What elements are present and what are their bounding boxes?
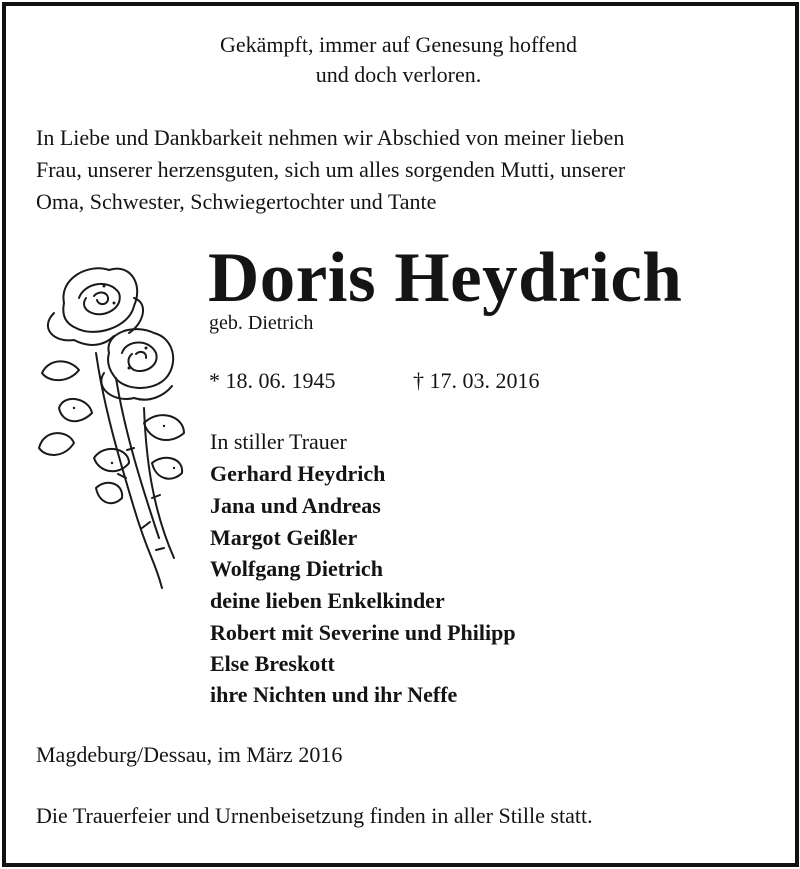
mourner-name: Margot Geißler <box>210 525 358 550</box>
deceased-name: Doris Heydrich <box>208 239 683 317</box>
mourner-name: Robert mit Severine und Philipp <box>210 620 516 645</box>
mourner-name: Jana und Andreas <box>210 493 381 518</box>
place-date: Magdeburg/Dessau, im März 2016 <box>36 742 343 767</box>
birth-date: * 18. 06. 1945 <box>209 368 336 393</box>
mourner-name: deine lieben Enkelkinder <box>210 588 445 613</box>
mourner-name: ihre Nichten und ihr Neffe <box>210 682 458 707</box>
roses-icon <box>34 258 194 598</box>
mourners-intro: In stiller Trauer <box>210 429 347 454</box>
intro-line-2: und doch verloren. <box>315 62 482 87</box>
funeral-note: Die Trauerfeier und Urnenbeisetzung finden in aller Stille statt. <box>36 803 593 828</box>
death-date: † 17. 03. 2016 <box>413 368 540 393</box>
birth-name: geb. Dietrich <box>209 312 314 334</box>
farewell-line-2: Frau, unserer herzensguten, sich um alles sorgenden Mutti, unserer <box>36 157 626 182</box>
mourner-name: Gerhard Heydrich <box>210 461 386 486</box>
mourner-name: Else Breskott <box>210 651 335 676</box>
intro-line-1: Gekämpft, immer auf Genesung hoffend <box>220 32 577 57</box>
farewell-line-3: Oma, Schwester, Schwiegertochter und Tante <box>36 189 437 214</box>
farewell-line-1: In Liebe und Dankbarkeit nehmen wir Abschied von meiner lieben <box>36 125 625 150</box>
mourner-name: Wolfgang Dietrich <box>210 556 383 581</box>
